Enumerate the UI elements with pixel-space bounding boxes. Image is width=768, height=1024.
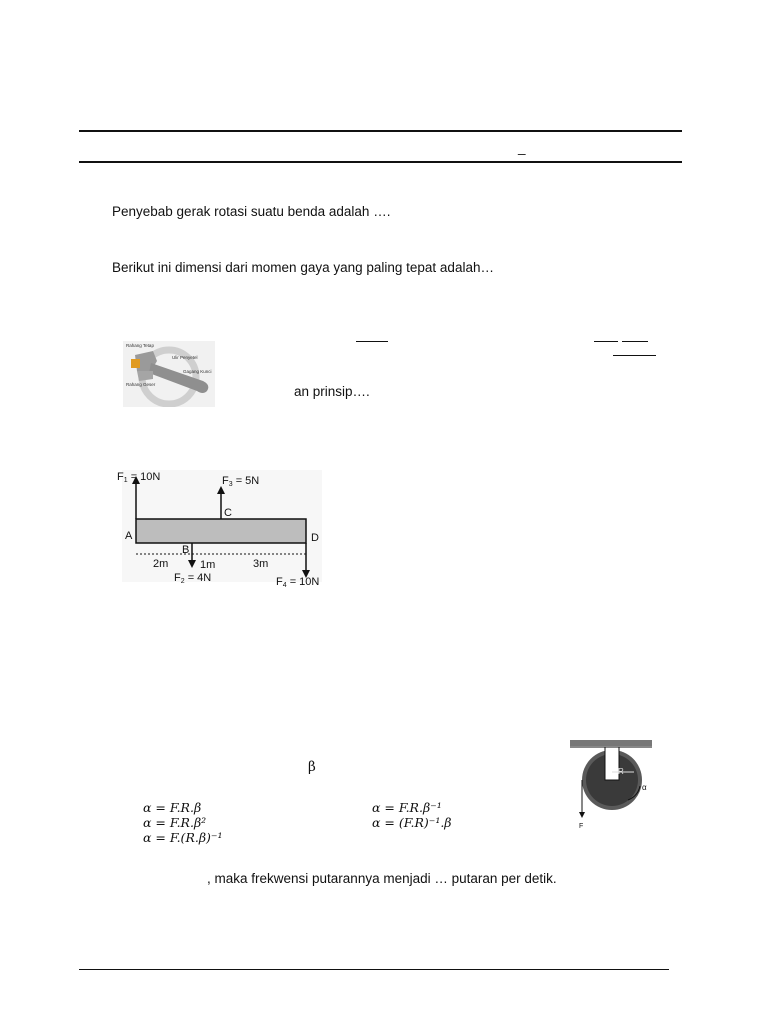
- wrench-label: Rahang Geser: [126, 382, 156, 387]
- force-label-f3: F3 = 5N: [222, 475, 260, 488]
- wrench-label: Rahang Tetap: [126, 343, 154, 348]
- point-label-a: A: [125, 530, 133, 542]
- question-5-text: , maka frekwensi putarannya menjadi … putaran per detik.: [207, 871, 557, 886]
- footer-rule: [79, 969, 669, 970]
- header-dash: _: [518, 140, 526, 155]
- header-bottom-rule: [79, 161, 682, 163]
- beam: [136, 519, 306, 543]
- arrow-down-icon: [579, 812, 585, 818]
- question-2-text: Berikut ini dimensi dari momen gaya yang paling tepat adalah…: [112, 260, 494, 275]
- pulley-label-r: R: [618, 767, 624, 776]
- distance-label: 3m: [253, 558, 269, 570]
- blank-line: [594, 341, 618, 342]
- wrench-figure: [123, 341, 215, 407]
- option-c: α = F.(R.β)⁻¹: [143, 830, 223, 845]
- distance-label: 2m: [153, 558, 169, 570]
- pulley-figure: [568, 738, 656, 830]
- pulley-label-f: F: [579, 823, 584, 830]
- wrench-label: Gagang Kunci: [183, 369, 212, 374]
- distance-label: 1m: [200, 559, 216, 571]
- point-label-d: D: [311, 532, 319, 544]
- pulley-label-alpha: α: [642, 783, 647, 792]
- question-1-text: Penyebab gerak rotasi suatu benda adalah ….: [112, 204, 391, 219]
- option-a: α = F.R.β: [143, 800, 202, 815]
- header-top-rule: [79, 130, 682, 132]
- blank-line: [613, 355, 656, 356]
- wrench-label: Ulir Penyetel: [172, 355, 198, 360]
- force-label-f1: F1 = 10N: [117, 471, 161, 484]
- point-label-b: B: [182, 544, 190, 556]
- option-d: α = F.R.β⁻¹: [372, 800, 442, 815]
- beam-figure: [112, 464, 334, 590]
- point-label-c: C: [224, 507, 232, 519]
- question-3-text: an prinsip….: [294, 384, 370, 399]
- option-e: α = (F.R)⁻¹.β: [372, 815, 452, 830]
- force-label-f2: F2 = 4N: [174, 572, 212, 585]
- blank-line: [356, 341, 388, 342]
- blank-line: [622, 341, 648, 342]
- question-4-beta: β: [308, 759, 316, 775]
- option-b: α = F.R.β²: [143, 815, 207, 830]
- force-label-f4: F4 = 10N: [276, 576, 320, 589]
